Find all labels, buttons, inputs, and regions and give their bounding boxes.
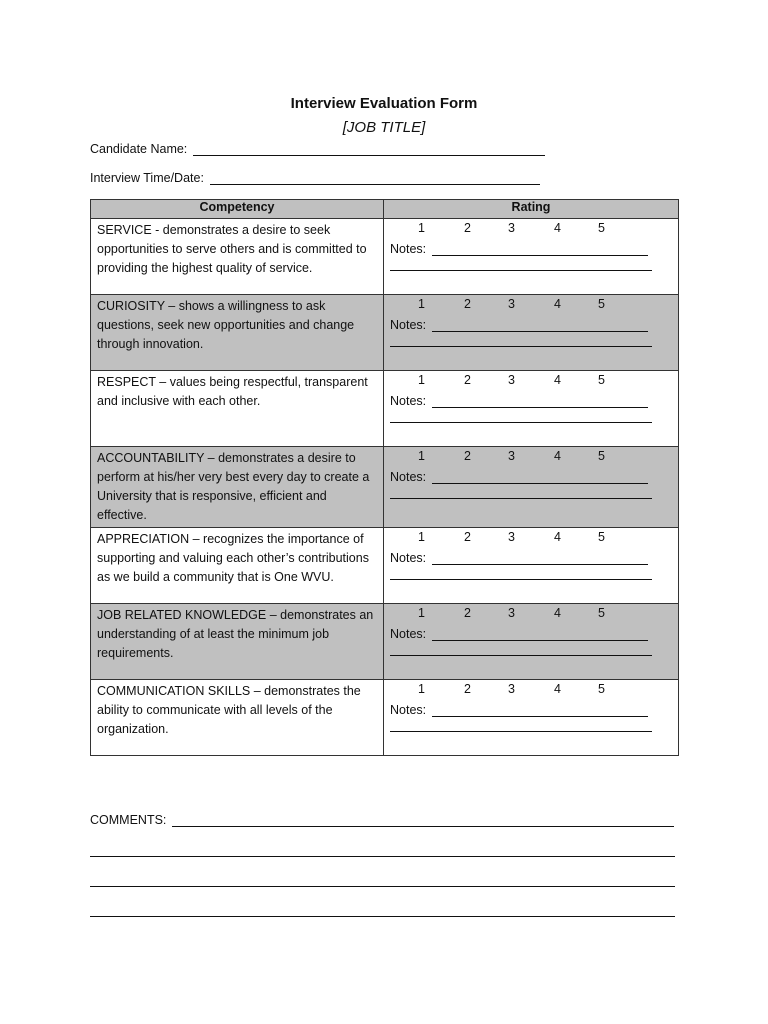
- notes-label: Notes:: [390, 242, 427, 256]
- rating-cell: [384, 371, 679, 447]
- competency-row: [91, 219, 679, 295]
- competency-cell: [91, 295, 384, 371]
- rating-option[interactable]: 2: [464, 221, 471, 235]
- competency-cell: [91, 371, 384, 447]
- rating-option[interactable]: 4: [554, 606, 561, 620]
- notes-line[interactable]: [432, 552, 648, 565]
- notes-label: Notes:: [390, 703, 427, 717]
- notes-field: [384, 548, 678, 565]
- rating-option[interactable]: 3: [508, 297, 515, 311]
- competency-text: RESPECT – values being respectful, transparent and inclusive with each other.: [97, 375, 368, 408]
- rating-option[interactable]: 3: [508, 449, 515, 463]
- competency-text: APPRECIATION – recognizes the importance of supporting and valuing each other’s contributions as we build a community that is One WVU.: [97, 532, 369, 584]
- rating-option[interactable]: 5: [598, 682, 605, 696]
- notes-line-2[interactable]: [390, 338, 652, 347]
- competency-cell: [91, 447, 384, 528]
- notes-label: Notes:: [390, 551, 427, 565]
- rating-option[interactable]: 4: [554, 449, 561, 463]
- rating-option[interactable]: 1: [418, 530, 425, 544]
- notes-field: [384, 315, 678, 332]
- comments-line-4[interactable]: [90, 904, 675, 917]
- rating-scale: [384, 371, 678, 391]
- competency-row: [91, 447, 679, 528]
- rating-option[interactable]: 5: [598, 606, 605, 620]
- rating-option[interactable]: 3: [508, 682, 515, 696]
- rating-cell: [384, 295, 679, 371]
- rating-option[interactable]: 1: [418, 682, 425, 696]
- rating-option[interactable]: 4: [554, 530, 561, 544]
- notes-line-2[interactable]: [390, 647, 652, 656]
- rating-option[interactable]: 5: [598, 373, 605, 387]
- candidate-name-label: Candidate Name:: [90, 142, 188, 156]
- interview-time-field: [90, 171, 540, 185]
- rating-scale: [384, 295, 678, 315]
- candidate-name-line[interactable]: [193, 143, 545, 156]
- competency-text: COMMUNICATION SKILLS – demonstrates the ability to communicate with all levels of the organization.: [97, 684, 361, 736]
- rating-scale: [384, 604, 678, 624]
- rating-scale: [384, 680, 678, 700]
- notes-line[interactable]: [432, 704, 648, 717]
- competency-row: [91, 680, 679, 756]
- competency-row: [91, 528, 679, 604]
- rating-option[interactable]: 2: [464, 449, 471, 463]
- competency-row: [91, 604, 679, 680]
- rating-option[interactable]: 2: [464, 606, 471, 620]
- comments-line-2[interactable]: [90, 844, 675, 857]
- notes-field: [384, 700, 678, 717]
- competency-text: ACCOUNTABILITY – demonstrates a desire to perform at his/her very best every day to create a University that is responsive, efficient and effective.: [97, 451, 370, 522]
- notes-field: [384, 239, 678, 256]
- rating-cell: [384, 219, 679, 295]
- rating-cell: [384, 604, 679, 680]
- rating-option[interactable]: 2: [464, 682, 471, 696]
- notes-line[interactable]: [432, 471, 648, 484]
- comments-line[interactable]: [172, 814, 674, 827]
- rating-option[interactable]: 3: [508, 221, 515, 235]
- job-title-placeholder: [JOB TITLE]: [342, 119, 426, 136]
- notes-label: Notes:: [390, 470, 427, 484]
- rating-cell: [384, 680, 679, 756]
- notes-line[interactable]: [432, 319, 648, 332]
- rating-option[interactable]: 4: [554, 221, 561, 235]
- rating-option[interactable]: 1: [418, 221, 425, 235]
- notes-line-2[interactable]: [390, 723, 652, 732]
- competency-cell: [91, 528, 384, 604]
- rating-header: Rating: [384, 200, 679, 219]
- rating-option[interactable]: 5: [598, 449, 605, 463]
- rating-option[interactable]: 1: [418, 373, 425, 387]
- rating-option[interactable]: 5: [598, 221, 605, 235]
- competency-text: CURIOSITY – shows a willingness to ask questions, seek new opportunities and change through innovation.: [97, 299, 355, 351]
- competency-table: [90, 199, 679, 756]
- competency-row: [91, 295, 679, 371]
- notes-line[interactable]: [432, 395, 648, 408]
- rating-option[interactable]: 3: [508, 606, 515, 620]
- notes-line-2[interactable]: [390, 414, 652, 423]
- rating-option[interactable]: 4: [554, 297, 561, 311]
- rating-option[interactable]: 5: [598, 297, 605, 311]
- competency-cell: [91, 219, 384, 295]
- rating-option[interactable]: 4: [554, 682, 561, 696]
- notes-field: [384, 467, 678, 484]
- comments-label: COMMENTS:: [90, 813, 167, 827]
- candidate-name-field: [90, 142, 545, 156]
- rating-option[interactable]: 3: [508, 530, 515, 544]
- competency-cell: [91, 604, 384, 680]
- rating-option[interactable]: 2: [464, 297, 471, 311]
- rating-cell: [384, 528, 679, 604]
- competency-text: JOB RELATED KNOWLEDGE – demonstrates an understanding of at least the minimum job requirements.: [97, 608, 374, 660]
- rating-option[interactable]: 1: [418, 449, 425, 463]
- form-title: Interview Evaluation Form: [290, 95, 478, 112]
- comments-field: [90, 813, 674, 827]
- rating-option[interactable]: 5: [598, 530, 605, 544]
- rating-cell: [384, 447, 679, 528]
- interview-time-line[interactable]: [210, 172, 540, 185]
- rating-scale: [384, 447, 678, 467]
- rating-option[interactable]: 3: [508, 373, 515, 387]
- rating-option[interactable]: 1: [418, 297, 425, 311]
- rating-option[interactable]: 2: [464, 373, 471, 387]
- notes-line-2[interactable]: [390, 490, 652, 499]
- interview-time-label: Interview Time/Date:: [90, 171, 204, 185]
- competency-cell: [91, 680, 384, 756]
- notes-label: Notes:: [390, 627, 427, 641]
- competency-header: Competency: [91, 200, 384, 219]
- notes-field: [384, 624, 678, 641]
- rating-scale: [384, 528, 678, 548]
- notes-label: Notes:: [390, 318, 427, 332]
- notes-line[interactable]: [432, 628, 648, 641]
- competency-row: [91, 371, 679, 447]
- comments-line-3[interactable]: [90, 874, 675, 887]
- notes-line-2[interactable]: [390, 262, 652, 271]
- notes-line[interactable]: [432, 243, 648, 256]
- rating-option[interactable]: 1: [418, 606, 425, 620]
- notes-field: [384, 391, 678, 408]
- rating-option[interactable]: 2: [464, 530, 471, 544]
- notes-line-2[interactable]: [390, 571, 652, 580]
- competency-text: SERVICE - demonstrates a desire to seek opportunities to serve others and is committed to providing the highest quality of service.: [97, 223, 367, 275]
- notes-label: Notes:: [390, 394, 427, 408]
- rating-option[interactable]: 4: [554, 373, 561, 387]
- rating-scale: [384, 219, 678, 239]
